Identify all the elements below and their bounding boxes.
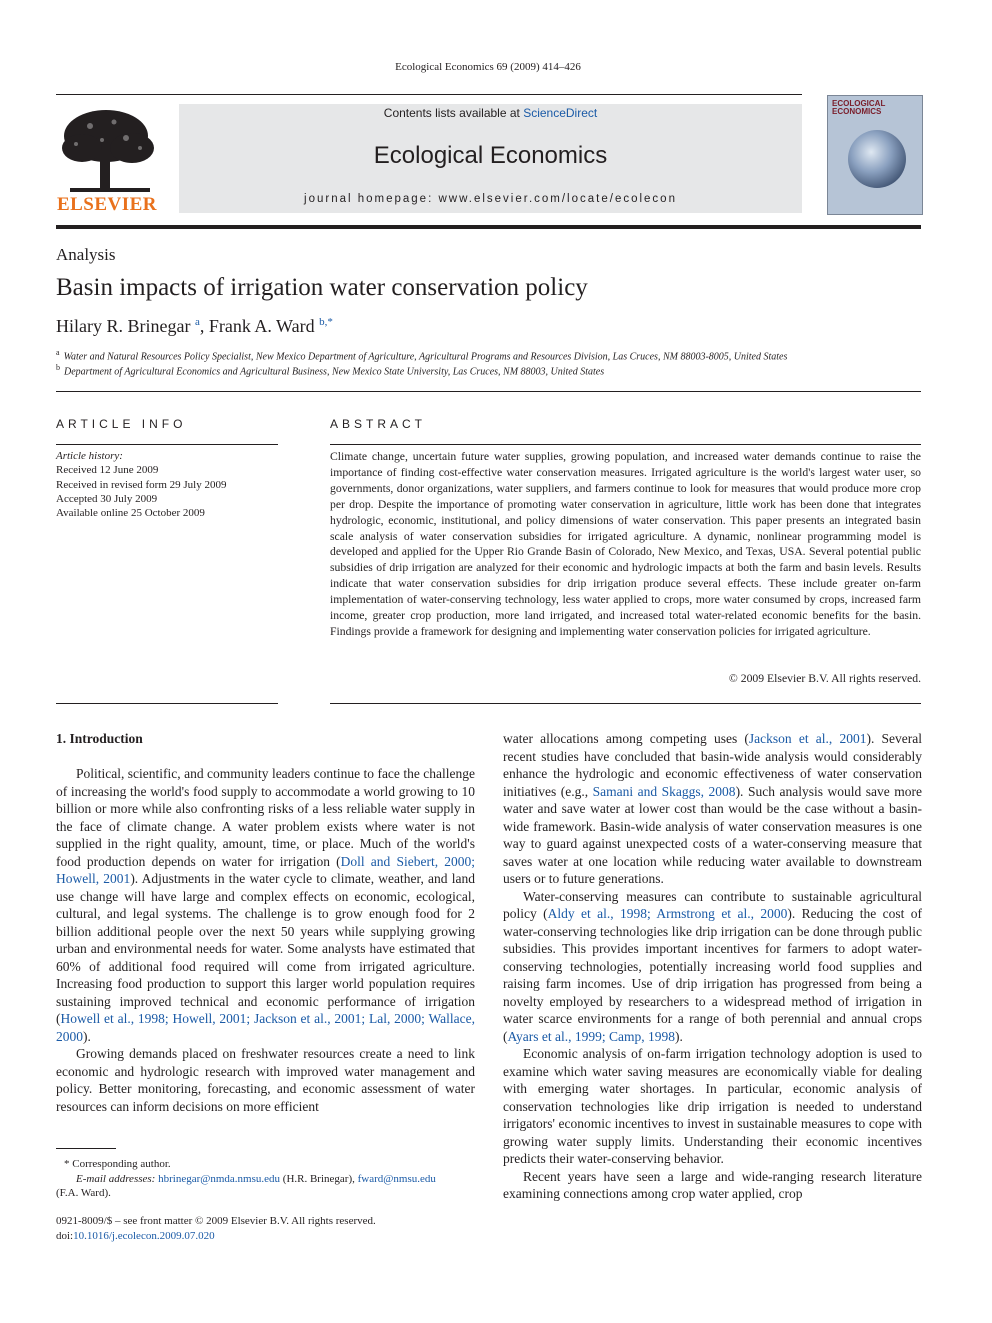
email-link[interactable]: fward@nmsu.edu (357, 1172, 436, 1185)
paragraph-text: ). (83, 1028, 91, 1044)
paragraph-text: ). (674, 1028, 683, 1044)
paragraph-text: Recent years have seen a large and wide-ranging research literature examining connections among crop water applied, crop (503, 1168, 922, 1201)
journal-name: Ecological Economics (373, 142, 608, 169)
abstract-bottom-rule (330, 703, 921, 704)
doi-prefix: doi: (56, 1229, 74, 1242)
email-label: E-mail addresses: (76, 1172, 159, 1185)
journal-homepage[interactable]: journal homepage: www.elsevier.com/locate/ecolecon (304, 193, 677, 205)
citation-link[interactable]: Samani and Skaggs, 2008 (592, 783, 736, 799)
header-thick-rule (56, 225, 921, 229)
author-name: Frank A. Ward (208, 316, 315, 336)
affiliation (56, 348, 921, 362)
citation-link[interactable]: Jackson et al., 2001 (748, 731, 867, 746)
citation-link[interactable]: Aldy et al., 1998; Armstrong et al., 2000 (547, 906, 788, 921)
paragraph (56, 765, 475, 1045)
footnote-rule (56, 1148, 116, 1149)
left-column (56, 765, 475, 1115)
paragraph (503, 888, 922, 1046)
paragraph (503, 1045, 922, 1168)
paragraph-text: Political, scientific, and community leaders continue to face the challenge of increasing the world's food supply to accommodate a world growing to 10 billion or more while also confronting risks of a less reliable water supply in the face of climate change. A water problem exists where water is not supplied in the right quality, amount, time, or place. Much of the world's food production depends on water for irrigation ( (56, 766, 475, 869)
citation-link[interactable]: Howell et al., 1998; Howell, 2001; Jackson et al., 2001; Lal, 2000; Wallace, 2000 (56, 1011, 475, 1044)
citation-link[interactable]: Doll and Siebert, 2000; Howell, 2001 (56, 853, 475, 886)
corresponding-author-note: * Corresponding author. (64, 1158, 171, 1170)
author-list (56, 316, 333, 337)
abstract-text: Climate change, uncertain future water supplies, growing population, and increased water demands continue to raise the importance of finding cost-effective water conservation measures. Irrigated agriculture is the world's largest water user, so governments, donor organizations, water suppliers, and farmers continue to look for measures that would produce more crop per drop. Despite the importance of promoting water conservation in agriculture, little work has been done that integrates hydrologic, economic, institutional, and policy dimensions of water conservation. This paper presents an integrated basin scale analysis of water conservation subsidies for irrigated agriculture. A dynamic, nonlinear programming model is developed and applied for the Upper Rio Grande Basin of Colorado, New Mexico, and Texas, USA. Several potential public subsidies of drip irrigation are analyzed for their economic and hydrologic impacts at both the farm and basin levels. Results indicate that water conservation subsidies for drip irrigation produce several effects. These include greater on-farm implementation of water-conserving technology, less water applied to crops, more water consumed by crops, increased farm income, greater crop production, more land irrigated, and increased total water-related economic benefits for the basin. Findings provide a framework for designing and implementing water conservation policies for irrigated agriculture. (330, 450, 921, 638)
email-owner: (H.R. Brinegar), (280, 1172, 358, 1185)
right-column (503, 730, 922, 1203)
email-line (56, 1172, 486, 1187)
affiliation-mark[interactable]: a (194, 316, 200, 328)
sciencedirect-link[interactable]: ScienceDirect (523, 106, 598, 120)
journal-citation: Ecological Economics 69 (2009) 414–426 (395, 61, 581, 73)
abstract-heading: ABSTRACT (330, 417, 427, 431)
email-link[interactable]: hbrinegar@nmda.nmsu.edu (158, 1172, 281, 1185)
citation-link[interactable]: Ayars et al., 1999; Camp, 1998 (507, 1028, 675, 1044)
contents-line (179, 106, 802, 120)
journal-cover-image (827, 95, 923, 215)
header-rule (56, 94, 802, 95)
abstract-copyright: © 2009 Elsevier B.V. All rights reserved. (728, 672, 921, 685)
history-entry: Accepted 30 July 2009 (56, 492, 158, 505)
history-entry: Available online 25 October 2009 (56, 507, 205, 520)
introduction-heading: 1. Introduction (56, 731, 143, 746)
history-entry: Received in revised form 29 July 2009 (56, 478, 227, 491)
info-bottom-rule (56, 703, 278, 704)
paragraph (503, 1168, 922, 1203)
elsevier-wordmark: ELSEVIER (56, 194, 158, 215)
info-rule (56, 444, 278, 445)
cover-title: ECOLOGICAL ECONOMICS (832, 99, 886, 116)
contents-prefix: Contents lists available at (383, 106, 524, 120)
article-title: Basin impacts of irrigation water conservation policy (56, 274, 588, 301)
doi-link[interactable]: 10.1016/j.ecolecon.2009.07.020 (73, 1229, 215, 1242)
history-entry: Received 12 June 2009 (56, 464, 159, 477)
paragraph-text: ). Such analysis would save more water and save water at lower cost than would be the case without a basin-wide framework. Basin-wide analysis of water conservation measures is one way to guard against unexpected costs of a water-conserving measure that saves water at one location while reducing water available to downstream users or to future generations. (503, 783, 922, 886)
affiliation-text: Water and Natural Resources Policy Specialist, New Mexico Department of Agriculture, Agricultural Programs and Resources Division, Las Cruces, NM 88003-8005, United States (63, 351, 788, 363)
doi-line (56, 1229, 486, 1244)
affiliation-text: Department of Agricultural Economics and Agricultural Business, New Mexico State University, Las Cruces, NM 88003, United States (64, 366, 605, 378)
article-section: Analysis (56, 245, 116, 264)
paragraph-text: ). Several recent studies have concluded that basin-wide analysis would considerably enhance the hydrologic and economic effectiveness of water conservation initiatives (e.g., (503, 731, 922, 799)
footnotes (56, 1157, 486, 1201)
publication-notes (56, 1214, 486, 1243)
author-name: Hilary R. Brinegar (56, 316, 191, 336)
section-rule (56, 391, 921, 392)
paragraph (503, 730, 922, 888)
paragraph-text: Water-conserving measures can contribute to sustainable agricultural policy ( (503, 888, 922, 921)
email-owner: (F.A. Ward). (56, 1187, 111, 1199)
affiliation-label: b (56, 363, 60, 372)
affiliation-mark[interactable]: b,* (319, 316, 333, 328)
issn-line: 0921-8009/$ – see front matter © 2009 Elsevier B.V. All rights reserved. (56, 1215, 376, 1227)
abstract-rule (330, 444, 921, 445)
paragraph-text: water allocations among competing uses ( (503, 731, 749, 746)
paragraph-text: ). Adjustments in the water cycle to climate, weather, and land use change will have large and complex effects on economic, ecological, cultural, and legal systems. The challenge is to grow enough food for 2 billion additional people over the next 50 years while supplying growing urban and environmental needs for water. Some analysts have estimated that 60% of additional food required will come from irrigated agriculture. Increasing food production to support this larger world population requires sustaining improved technical and economic performance of irrigation ( (56, 871, 475, 1026)
paragraph-text: ). Reducing the cost of water-conserving technologies like drip irrigation can be done through public subsidies. This provides important incentives for farmers to adopt water-conserving technologies, potentially increasing world food supplies and raising farm incomes. Use of drip irrigation has progressed from being a novelty employed by researchers to a widespread method of irrigation in water scarce environments for a range of both perennial and annual crops ( (503, 906, 922, 1044)
paragraph-text: Growing demands placed on freshwater resources create a need to link economic and hydrologic research with improved water management and policy. Better monitoring, forecasting, and economic assessment of water resources can inform decisions on more efficient (56, 1046, 475, 1114)
history-heading: Article history: (56, 450, 123, 462)
cover-globe (848, 130, 906, 188)
paragraph (56, 1045, 475, 1115)
article-info-heading: ARTICLE INFO (56, 417, 187, 431)
author-separator: , (199, 316, 209, 336)
affiliation-label: a (56, 348, 60, 357)
paragraph-text: Economic analysis of on-farm irrigation technology adoption is used to examine which water saving measures are economically viable for dealing with emerging water shortages. In particular, economic analysis of conservation technologies like drip irrigation is needed to understand irrigators' economic incentives to invest in sustainable measures to cope with growing water supply limits. Understanding their economic incentives predicts their water-conserving behavior. (503, 1046, 922, 1166)
article-history (56, 449, 278, 520)
affiliation (56, 363, 921, 377)
